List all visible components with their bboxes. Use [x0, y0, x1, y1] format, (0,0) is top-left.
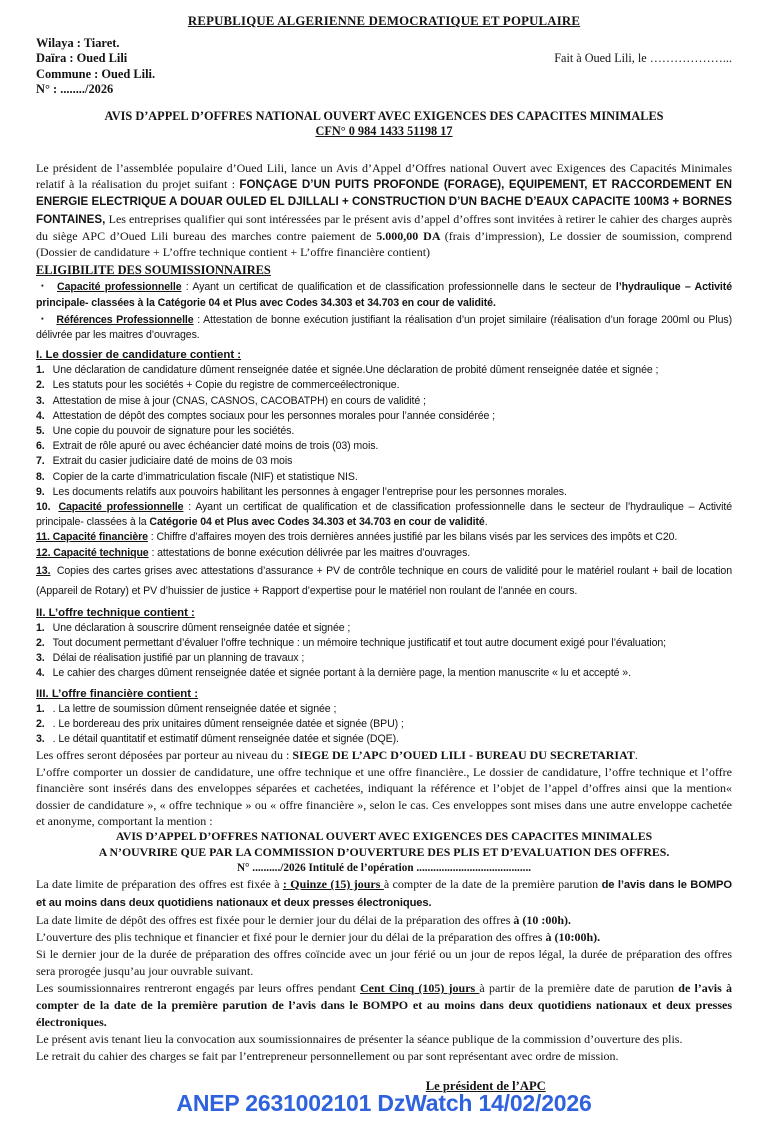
section2-heading: II. L’offre technique contient : [36, 606, 195, 619]
duration-quinze-jours: : Quinze (15) jours [282, 877, 384, 892]
term-bold-text: de l’avis dans le BOMPO et au moins dans deux quotidiens nationaux et deux presses électroniques. [36, 879, 733, 910]
item-text: Le cahier des charges dûment renseignée datée et signée portant à la dernière page, la mention manuscrite « lu et accepté ». [52, 667, 631, 680]
item-text: Une déclaration de candidature dûment renseignée datée et signée.Une déclaration de probité dûment renseignée datée et signée ; [52, 364, 659, 377]
item-text: . Le détail quantitatif et estimatif dûment renseignée datée et signée (DQE). [52, 733, 399, 746]
holiday-paragraph: Si le dernier jour de la durée de préparation des offres coïncide avec un jour férié ou un jour de repos légal, la durée de préparation des offres sera prorogée jusqu’au jour ouvrable suivant. [36, 947, 732, 979]
deadline-hour: à (10 :00h). [513, 913, 572, 928]
opening-hour: à (10:00h). [545, 930, 601, 945]
section3-heading: III. L’offre financière contient : [36, 687, 199, 700]
list-item-capacite-technique [36, 546, 732, 561]
republic-title [36, 14, 732, 29]
notice-title-block [36, 109, 732, 139]
references-label: Références Professionnelle [56, 313, 194, 326]
convocation-paragraph: Le présent avis tenant lieu la convocation aux soumissionnaires de présenter la séance publique de la commission d’ouverture des plis. [36, 1032, 683, 1047]
item-number: 4. [36, 667, 45, 680]
intro-paragraph [36, 160, 732, 261]
list-item [36, 394, 732, 409]
list-item [36, 702, 732, 717]
signature-title: Le président de l’APC [425, 1079, 546, 1094]
list-item [36, 378, 732, 393]
envelope-mention-line2: A N’OUVRIRE QUE PAR LA COMMISSION D’OUVERTURE DES PLIS ET D’EVALUATION DES OFFRES. [98, 844, 670, 859]
item-text-tail: . [484, 516, 488, 529]
anep-footer-line: ANEP 2631002101 DzWatch 14/02/2026 [176, 1090, 592, 1116]
preparation-deadline-paragraph [36, 876, 732, 912]
envelope-mention-line3: N° ........../2026 Intitulé de l’opération ......................................... [236, 861, 532, 874]
item-bold-text: Catégorie 04 et Plus avec Codes 34.303 et 34.703 en cour de validité [149, 516, 485, 529]
list-item-capacite-professionnelle [36, 500, 732, 530]
opening-paragraph [36, 929, 732, 946]
item-number: 2. [36, 637, 45, 650]
item-text: Extrait de rôle apuré ou avec échéancier daté moins de trois (03) mois. [52, 440, 379, 453]
list-item [36, 666, 732, 681]
list-item [36, 439, 732, 454]
notice-title: AVIS D’APPEL D’OFFRES NATIONAL OUVERT AVEC EXIGENCES DES CAPACITES MINIMALES [104, 108, 664, 123]
item-number: 13. [36, 564, 51, 577]
term-text: L’ouverture des plis technique et financier et fixé pour le dernier jour du délai de la préparation des offres [36, 930, 546, 945]
daira-line [36, 51, 732, 66]
deposit-text-tail: . [634, 748, 638, 763]
intro-text-2: Les entreprises qualifier qui sont intéressées par le présent avis d’appel d’offres sont invitées à retirer le cahier des charges auprès du siège APC d’Oued Lili bureau des marches contre paiement de [36, 211, 732, 243]
item-text: Les documents relatifs aux pouvoirs habilitant les personnes à engager l’entreprise pour les personnes morales. [52, 485, 567, 498]
capacity-label: 11. Capacité financière [36, 531, 148, 544]
bullet-square-icon: ▪ [41, 313, 45, 323]
item-text: Extrait du casier judiciaire daté de moins de 03 mois [52, 455, 293, 468]
intro-text-1: Le président de l’assemblée populaire d’Oued Lili, lance un Avis d’Appel d’Offres national Ouvert avec Exigences des Capacités Minimales relatif à la réalisation du projet suifant : [36, 160, 732, 191]
date-place-line: Fait à Oued Lili, le ………………... [554, 51, 732, 66]
envelope-mention-line1: AVIS D’APPEL D’OFFRES NATIONAL OUVERT AVEC EXIGENCES DES CAPACITES MINIMALES [115, 829, 653, 844]
intro-text-3: (frais d’impression), Le dossier de soumission, comprend (Dossier de candidature + L’offre technique contient + L’offre financière contient) [36, 228, 733, 260]
item-text: : Chiffre d’affaires moyen des trois dernières années justifié par les bilans visés par les services des impôts et C20. [147, 531, 678, 544]
ref-number-line: N° : ......../2026 [36, 82, 114, 97]
term-bold-text: de l’avis à compter de la date de la première parution de l’avis dans le BOMPO et au moins dans deux quotidiens nationaux et deux presses électroniques. [36, 981, 732, 1030]
list-item-capacite-financiere [36, 530, 732, 545]
item-number: 3. [36, 394, 45, 407]
item-number: 2. [36, 717, 45, 730]
capacity-label: Capacité professionnelle [58, 501, 184, 514]
item-text: Une copie du pouvoir de signature pour les sociétés. [52, 425, 295, 438]
item-number: 6. [36, 440, 45, 453]
item-text: Copies des cartes grises avec attestations d’assurance + PV de contrôle technique en cours de validité pour le matériel roulant + bail de location (Appareil de Rotary) et PV d’huissier de justice + Rapport d’expertise pour le matériel non roulant de l’année en cours. [36, 564, 732, 597]
list-item [36, 424, 732, 439]
eligibility-bullet-professional [36, 278, 732, 310]
item-number: 1. [36, 702, 45, 715]
list-item [36, 621, 732, 636]
item-text: Les statuts pour les sociétés + Copie du registre de commerceélectronique. [52, 379, 400, 392]
term-text: La date limite de préparation des offres est fixée à [36, 877, 283, 892]
item-text: Copier de la carte d’immatriculation fiscale (NIF) et statistique NIS. [52, 470, 358, 483]
term-text: La date limite de dépôt des offres est fixée pour le dernier jour du délai de la préparation des offres [36, 913, 514, 928]
capacity-label: 12. Capacité technique [36, 546, 149, 559]
deposit-deadline-paragraph [36, 912, 732, 929]
deposit-text: Les offres seront déposées par porteur au niveau du : [36, 748, 293, 763]
envelope-paragraph: L’offre comporter un dossier de candidature, une offre technique et une offre financière., Le dossier de candidature, l’offre technique et l’offre financière sont insérés dans des enveloppes séparées et cachetées, indiquant la référence et l’objet de l’appel d’offres ainsi que la mention« dossier de candidature », « offre technique » ou « offre financière », selon le cas. Ces enveloppes sont mises dans une autre enveloppe cachetée et anonyme, comportant la mention : [36, 764, 732, 828]
item-number: 3. [36, 733, 45, 746]
capacity-label: Capacité professionnelle [57, 281, 182, 294]
item-number: 8. [36, 470, 45, 483]
fee-amount: 5.000,00 DA [376, 228, 445, 243]
item-number: 9. [36, 485, 45, 498]
eligibility-heading: ELIGIBILITE DES SOUMISSIONNAIRES [36, 263, 271, 278]
list-item [36, 717, 732, 732]
item-number: 1. [36, 621, 45, 634]
item-number: 3. [36, 652, 45, 665]
item-text: . Le bordereau des prix unitaires dûment renseignée datée et signée (BPU) ; [52, 717, 404, 730]
item-number: 7. [36, 455, 45, 468]
eligibility-bullet-references [36, 311, 732, 343]
bullet-bold-text: l’hydraulique – Activité principale- classées à la Catégorie 04 et Plus avec Codes 34.303 et 34.703 en cour de validité. [36, 281, 732, 309]
list-item [36, 651, 732, 666]
list-item [36, 454, 732, 469]
item-number: 10. [36, 501, 51, 514]
deposit-location-bold: SIEGE DE L’APC D’OUED LILI - BUREAU DU SECRETARIAT [292, 748, 635, 763]
section1-heading: I. Le dossier de candidature contient : [36, 349, 242, 362]
duration-cent-cinq-jours: Cent Cinq (105) jours [359, 981, 480, 996]
item-number: 4. [36, 409, 45, 422]
item-text: : Ayant un certificat de qualification et de classification professionnelle dans le secteur de l’hydraulique – Activité principale- classées à la [36, 501, 732, 529]
project-name: FONÇAGE D’UN PUITS PROFONDE (FORAGE), EQUIPEMENT, ET RACCORDEMENT EN ENERGIE ELECTRIQUE A DOUAR OULED EL DJILLALI + CONSTRUCTION D’UN BACHE D’EAUX CAPACITE 100M3 + BORNES FONTAINES, [36, 177, 732, 226]
bullet-square-icon: ▪ [41, 281, 46, 291]
envelope-mention-block [36, 829, 732, 876]
list-item [36, 470, 732, 485]
bullet-text: : Ayant un certificat de qualification et de classification professionnelle dans le secteur de [181, 281, 616, 294]
republic-title-text: REPUBLIQUE ALGERIENNE DEMOCRATIQUE ET POPULAIRE [187, 14, 581, 28]
cfn-number: CFN° 0 984 1433 51198 17 [315, 123, 453, 138]
item-text: Attestation de dépôt des comptes sociaux pour les personnes morales pour l’année considérée ; [52, 409, 496, 422]
item-text: . La lettre de soumission dûment renseignée datée et signée ; [52, 702, 337, 715]
list-item-cartes-grises [36, 561, 732, 601]
list-item [36, 485, 732, 500]
wilaya-line: Wilaya : Tiaret. [36, 36, 120, 50]
item-text: Attestation de mise à jour (CNAS, CASNOS, CACOBATPH) en cours de validité ; [52, 394, 426, 407]
bullet-text: : Attestation de bonne exécution justifiant la réalisation d’un projet similaire (réalisation d’un forage 200ml ou Plus) délivrée par les maitres d’ouvrages. [36, 313, 732, 342]
item-number: 5. [36, 425, 45, 438]
daira-text: Daïra : Oued Lili [36, 51, 128, 66]
list-item [36, 732, 732, 747]
item-text: Délai de réalisation justifié par un planning de travaux ; [52, 652, 305, 665]
item-text: : attestations de bonne exécution délivrée par les maitres d’ouvrages. [148, 546, 471, 559]
item-number: 2. [36, 379, 45, 392]
term-text: Les soumissionnaires rentreront engagés par leurs offres pendant [36, 981, 360, 996]
list-item [36, 636, 732, 651]
item-text: Tout document permettant d’évaluer l’offre technique : un mémoire technique justificatif et tout autre document exigé pour l’évaluation; [52, 637, 667, 650]
engagement-paragraph [36, 980, 732, 1031]
header-meta-block [36, 36, 732, 98]
deposit-location-line [36, 747, 732, 763]
list-item [36, 363, 732, 378]
retrait-paragraph: Le retrait du cahier des charges se fait par l’entrepreneur personnellement ou par sont représentant avec ordre de mission. [36, 1049, 619, 1064]
commune-line: Commune : Oued Lili. [36, 66, 156, 81]
item-number: 1. [36, 364, 45, 377]
term-text: à compter de la date de la première parution [383, 877, 602, 892]
item-text: Une déclaration à souscrire dûment renseignée datée et signée ; [52, 621, 351, 634]
term-text: à partir de la première date de parution [479, 981, 679, 996]
list-item [36, 409, 732, 424]
